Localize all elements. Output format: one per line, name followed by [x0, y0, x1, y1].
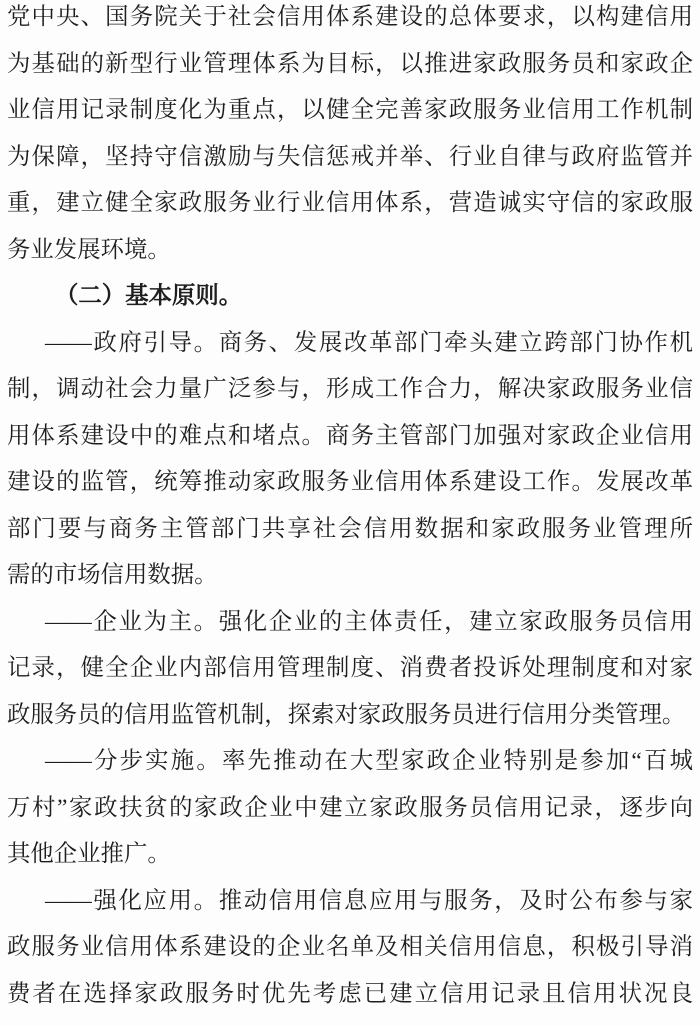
- paragraph: [7, 738, 693, 878]
- document-text-block: [7, 0, 693, 1017]
- text-line: 部门要与商务主管部门共享社会信用数据和家政服务业管理所: [7, 515, 693, 542]
- text-line: ——政府引导。商务、发展改革部门牵头建立跨部门协作机: [45, 329, 693, 356]
- paragraph: [7, 0, 693, 273]
- text-line: 为基础的新型行业管理体系为目标，以推进家政服务员和家政企: [7, 50, 693, 77]
- paragraph: [7, 599, 693, 739]
- text-line: 费者在选择家政服务时优先考虑已建立信用记录且信用状况良: [7, 980, 693, 1007]
- text-line: ——强化应用。推动信用信息应用与服务，及时公布参与家: [45, 887, 693, 914]
- text-line: 为保障，坚持守信激励与失信惩戒并举、行业自律与政府监管并: [7, 143, 693, 170]
- text-line: 记录，健全企业内部信用管理制度、消费者投诉处理制度和对家: [7, 655, 693, 681]
- text-line: 建设的监管，统筹推动家政服务业信用体系建设工作。发展改革: [7, 469, 693, 495]
- text-line: 万村”家政扶贫的家政企业中建立家政服务员信用记录，逐步向: [7, 794, 693, 821]
- text-line: 重，建立健全家政服务业行业信用体系，营造诚实守信的家政服: [7, 190, 693, 216]
- text-line: 业信用记录制度化为重点，以健全完善家政服务业信用工作机制: [7, 97, 693, 123]
- text-line: 党中央、国务院关于社会信用体系建设的总体要求，以构建信用: [7, 4, 693, 30]
- text-line: 用体系建设中的难点和堵点。商务主管部门加强对家政企业信用: [7, 422, 693, 449]
- text-line: ——企业为主。强化企业的主体责任，建立家政服务员信用: [45, 608, 693, 635]
- paragraph: [7, 320, 693, 599]
- text-line: 制，调动社会力量广泛参与，形成工作合力，解决家政服务业信: [7, 376, 693, 402]
- text-line: 其他企业推广。: [7, 841, 171, 867]
- text-line: 政服务业信用体系建设的企业名单及相关信用信息，积极引导消: [7, 934, 693, 960]
- paragraph: [7, 878, 693, 1018]
- text-line: 政服务员的信用监管机制，探索对家政服务员进行信用分类管理。: [7, 701, 686, 728]
- text-line: ——分步实施。率先推动在大型家政企业特别是参加“百城: [45, 748, 693, 774]
- text-line: 务业发展环境。: [7, 236, 171, 263]
- text-line: 需的市场信用数据。: [7, 562, 218, 588]
- section-heading-paragraph: [7, 273, 693, 320]
- section-heading-line: （二）基本原则。: [55, 283, 243, 309]
